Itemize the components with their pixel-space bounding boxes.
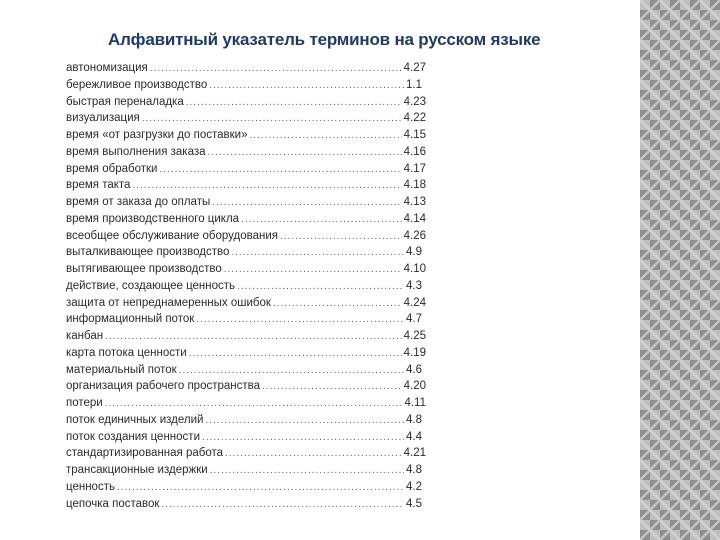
index-term: время от заказа до оплаты [66, 196, 211, 208]
index-reference: 4.27 [403, 62, 426, 74]
index-entry [66, 161, 426, 178]
index-reference: 4.17 [403, 162, 426, 175]
index-reference: 4.16 [403, 145, 426, 158]
dot-leader [186, 95, 402, 112]
dot-leader [249, 128, 401, 145]
index-term: быстрая переналадка [66, 95, 184, 108]
index-entry [66, 295, 426, 312]
index-reference: 4.20 [403, 380, 426, 393]
index-term: бережливое производство [66, 78, 208, 91]
index-reference: 4.15 [403, 129, 426, 141]
index-reference: 4.9 [406, 246, 422, 259]
index-term: поток создания ценности [66, 430, 200, 443]
dot-leader [212, 195, 401, 212]
index-reference: 4.8 [406, 413, 422, 426]
dot-leader [202, 430, 404, 447]
dot-leader [117, 480, 404, 497]
index-reference: 4.23 [403, 95, 426, 108]
index-entry [66, 412, 426, 429]
dot-leader [142, 111, 402, 128]
index-entry [66, 110, 426, 127]
dot-leader [241, 212, 402, 229]
index-term: визуализация [66, 112, 140, 125]
dot-leader [205, 413, 404, 430]
page-title: Алфавитный указатель терминов на русском языке [108, 30, 541, 49]
dot-leader [105, 396, 403, 413]
index-entry [66, 144, 426, 161]
index-reference: 4.4 [406, 430, 422, 443]
index-entry [66, 261, 426, 278]
index-term: всеобщее обслуживание оборудования [66, 229, 278, 242]
index-entry [66, 228, 426, 245]
index-term: защита от непреднамеренных ошибок [66, 296, 271, 309]
index-term: информационный поток [66, 313, 195, 326]
index-term: стандартизированная работа [66, 447, 224, 460]
index-term: цепочка поставок [66, 497, 160, 510]
index-entry [66, 462, 426, 479]
dot-leader [280, 229, 402, 246]
index-entry [66, 378, 426, 395]
index-term: вытягивающее производство [66, 263, 222, 275]
index-entry [66, 244, 426, 261]
index-entry [66, 429, 426, 446]
index-entry [66, 479, 426, 496]
index-entry [66, 445, 426, 462]
index-term: время такта [66, 179, 131, 192]
dot-leader [179, 363, 404, 380]
index-entry [66, 177, 426, 194]
index-term: время выполнения заказа [66, 145, 206, 158]
index-entry [66, 362, 426, 379]
index-reference: 1.1 [406, 78, 422, 91]
dot-leader [224, 262, 402, 279]
dot-leader [237, 279, 404, 296]
index-term: время производственного цикла [66, 212, 240, 225]
dot-leader [273, 296, 402, 313]
dot-leader [161, 497, 404, 514]
index-reference: 4.8 [406, 464, 422, 476]
index-term: поток единичных изделий [66, 413, 204, 426]
index-reference: 4.14 [403, 212, 426, 225]
dot-leader [210, 463, 404, 480]
index-entry [66, 127, 426, 144]
index-reference: 4.19 [403, 346, 426, 359]
index-term: канбан [66, 330, 104, 342]
index-reference: 4.10 [403, 263, 426, 275]
dot-leader [209, 78, 404, 95]
dot-leader [105, 329, 402, 346]
index-reference: 4.6 [406, 363, 422, 376]
dot-leader [159, 162, 401, 179]
index-reference: 4.11 [404, 397, 426, 409]
index-reference: 4.3 [406, 279, 422, 292]
index-term: трансакционные издержки [66, 464, 208, 476]
dot-leader [150, 61, 402, 78]
dot-leader [132, 178, 401, 195]
index-entry [66, 328, 426, 345]
index-entry [66, 94, 426, 111]
index-entry [66, 194, 426, 211]
index-entry [66, 278, 426, 295]
index-reference: 4.24 [403, 296, 426, 309]
index-term: материальный поток [66, 363, 177, 376]
index-term: карта потока ценности [66, 346, 187, 359]
index-entry [66, 345, 426, 362]
index-reference: 4.2 [406, 480, 422, 493]
index-term: время обработки [66, 162, 158, 175]
dot-leader [225, 446, 402, 463]
index-term: организация рабочего пространства [66, 380, 261, 393]
index-reference: 4.25 [403, 330, 426, 342]
index-reference: 4.7 [406, 313, 422, 326]
index-entry [66, 77, 426, 94]
index-term: потери [66, 397, 103, 409]
index-term: действие, создающее ценность [66, 279, 236, 292]
dot-leader [196, 312, 404, 329]
index-entry [66, 496, 426, 513]
index-entry [66, 60, 426, 77]
dot-leader [231, 245, 404, 262]
decorative-side-pattern [640, 0, 720, 540]
term-index-list [66, 60, 426, 512]
index-term: выталкивающее производство [66, 246, 230, 259]
index-reference: 4.5 [406, 497, 422, 510]
dot-leader [189, 346, 402, 363]
index-entry [66, 395, 426, 412]
index-entry [66, 311, 426, 328]
index-reference: 4.26 [403, 229, 426, 242]
index-term: ценность [66, 480, 115, 493]
index-reference: 4.18 [403, 179, 426, 192]
dot-leader [262, 379, 402, 396]
index-reference: 4.22 [403, 112, 426, 125]
index-reference: 4.13 [403, 196, 426, 208]
index-term: время «от разгрузки до поставки» [66, 129, 248, 141]
index-term: автономизация [66, 62, 148, 74]
index-entry [66, 211, 426, 228]
index-reference: 4.21 [403, 447, 426, 460]
dot-leader [208, 145, 402, 162]
